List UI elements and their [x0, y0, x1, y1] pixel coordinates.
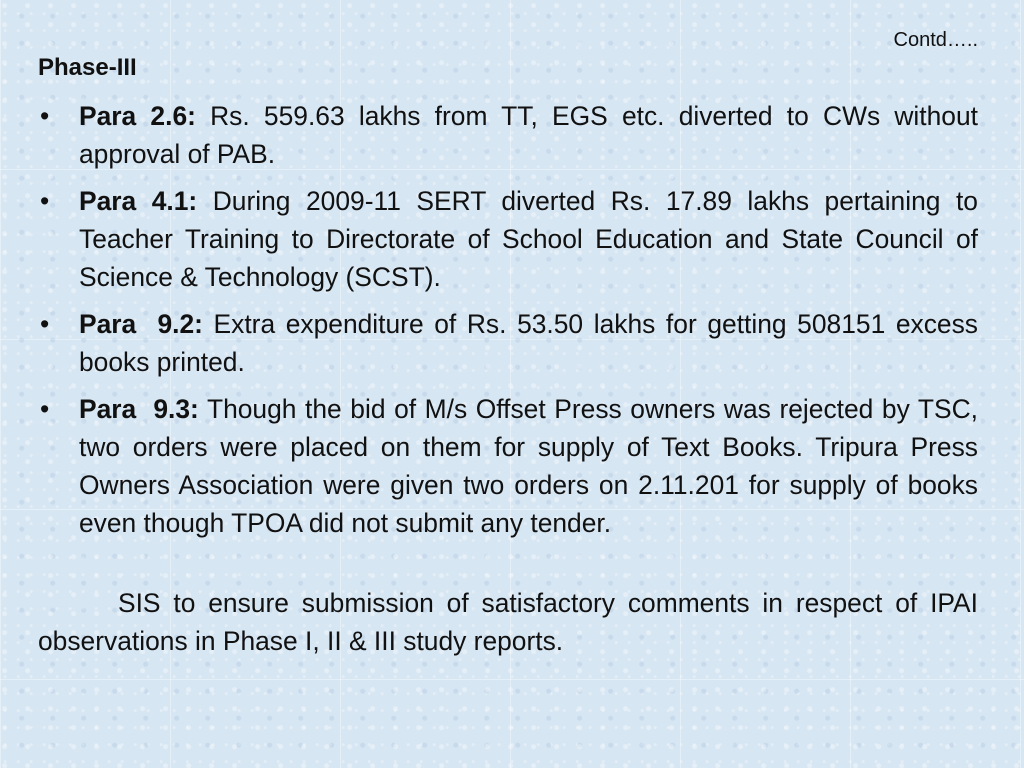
closing-note: SIS to ensure submission of satisfactory comments in respect of IPAI observations in Phase I, II & III study reports. — [38, 588, 978, 656]
para-label: Para 2.6: — [79, 101, 196, 131]
list-item — [38, 182, 978, 296]
para-text: Though the bid of M/s Offset Press owners was rejected by TSC, two orders were placed on them for supply of Text Books. Tripura Press Owners Association were given two orders on 2.11.201 for supply of books even though TPOA did not submit any tender. — [79, 394, 978, 538]
bullet-icon: • — [40, 394, 50, 424]
bullet-list — [38, 97, 978, 551]
para-text: Rs. 559.63 lakhs from TT, EGS etc. diverted to CWs without approval of PAB. — [79, 101, 978, 169]
bullet-icon: • — [40, 309, 50, 339]
page-title: Phase-III — [38, 54, 137, 81]
contd-label: Contd….. — [893, 29, 978, 51]
para-text: Extra expenditure of Rs. 53.50 lakhs for getting 508151 excess books printed. — [79, 309, 978, 377]
para-label: Para 9.3: — [79, 394, 199, 424]
list-item — [38, 97, 978, 173]
slide-content — [38, 0, 978, 768]
list-item — [38, 390, 978, 542]
list-item — [38, 305, 978, 381]
bullet-icon: • — [40, 101, 50, 131]
bullet-icon: • — [40, 186, 50, 216]
para-label: Para 4.1: — [79, 186, 198, 216]
para-text: During 2009-11 SERT diverted Rs. 17.89 lakhs pertaining to Teacher Training to Directorate of School Education and State Council of Science & Technology (SCST). — [79, 186, 978, 292]
para-label: Para 9.2: — [79, 309, 203, 339]
